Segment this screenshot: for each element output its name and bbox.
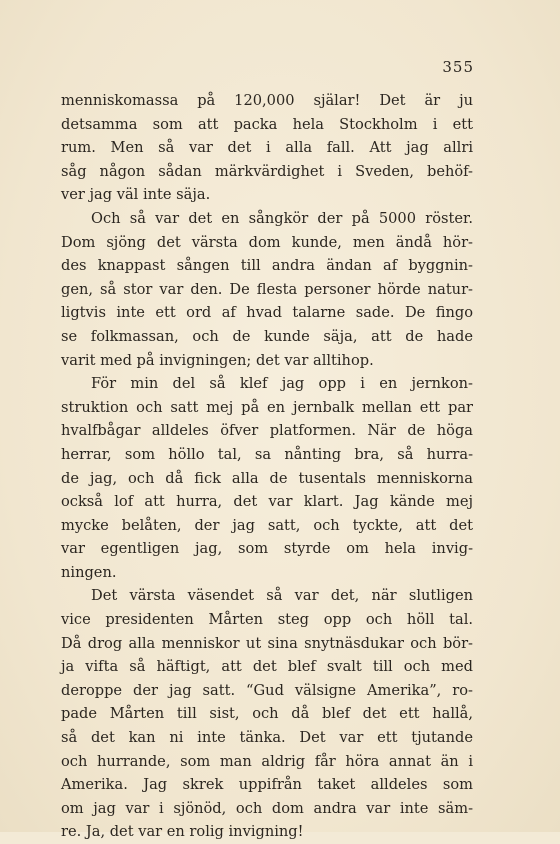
- text-line: varit med på invigningen; det var alltihop.: [61, 351, 374, 369]
- text-line: också lof att hurra, det var klart. Jag kände mej: [61, 493, 473, 511]
- text-line: re. Ja, det var en rolig invigning!: [61, 823, 304, 841]
- text-line: Det värsta väsendet så var det, när slutligen: [91, 587, 473, 605]
- text-line: vice presidenten Mårten steg opp och höll tal.: [61, 611, 473, 629]
- text-line: Dom sjöng det värsta dom kunde, men ändå hör-: [61, 233, 473, 251]
- text-line: Och så var det en sångkör der på 5000 röster.: [91, 209, 473, 227]
- text-line: var egentligen jag, som styrde om hela invig-: [61, 540, 473, 558]
- text-line: pade Mårten till sist, och då blef det ett hallå,: [61, 705, 473, 723]
- text-line: hvalfbågar alldeles öfver platformen. När de höga: [61, 422, 473, 440]
- text-line: och hurrande, som man aldrig får höra annat än i: [61, 752, 473, 770]
- text-line: Då drog alla menniskor ut sina snytnäsdukar och bör-: [61, 634, 473, 652]
- text-line: såg någon sådan märkvärdighet i Sveden, behöf-: [61, 162, 473, 180]
- text-line: herrar, som höllo tal, sa nånting bra, så hurra-: [61, 445, 473, 463]
- text-line: För min del så klef jag opp i en jernkon-: [91, 375, 473, 393]
- text-line: Amerika. Jag skrek uppifrån taket alldeles som: [61, 776, 473, 794]
- text-line: ja vifta så häftigt, att det blef svalt till och med: [61, 658, 473, 676]
- text-line: rum. Men så var det i alla fall. Att jag allri: [61, 139, 473, 157]
- text-line: struktion och satt mej på en jernbalk mellan ett par: [61, 398, 473, 416]
- text-line: ningen.: [61, 563, 117, 581]
- text-line: detsamma som att packa hela Stockholm i ett: [61, 115, 473, 133]
- text-line: se folkmassan, och de kunde säja, att de hade: [61, 327, 473, 345]
- text-line: om jag var i sjönöd, och dom andra var inte säm-: [61, 799, 473, 817]
- body-text: [61, 89, 473, 844]
- text-line: des knappast sången till andra ändan af byggnin-: [61, 257, 473, 275]
- text-line: de jag, och då fick alla de tusentals menniskorna: [61, 469, 473, 487]
- text-line: mycke belåten, der jag satt, och tyckte, att det: [61, 516, 473, 534]
- text-line: menniskomassa på 120,000 själar! Det är ju: [61, 92, 473, 109]
- page-number: 355: [442, 58, 474, 76]
- text-line: så det kan ni inte tänka. Det var ett tjutande: [61, 729, 473, 747]
- text-line: ligtvis inte ett ord af hvad talarne sade. De fingo: [61, 304, 473, 322]
- text-line: deroppe der jag satt. “Gud välsigne Amerika”, ro-: [61, 681, 473, 699]
- text-line: ver jag väl inte säja.: [61, 186, 211, 204]
- text-line: gen, så stor var den. De flesta personer hörde natur-: [61, 280, 473, 298]
